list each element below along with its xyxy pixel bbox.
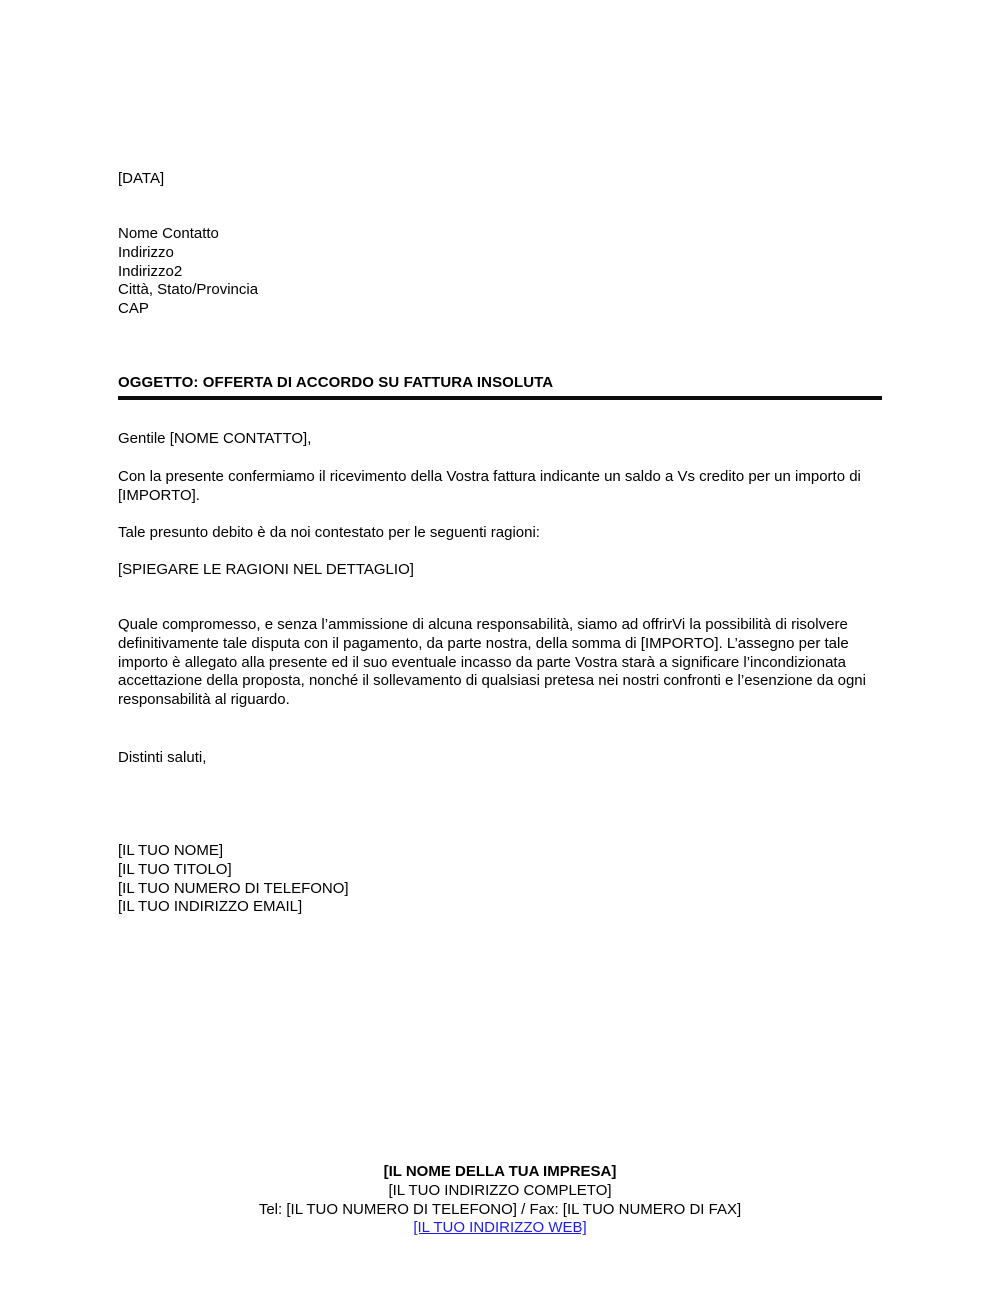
- signature-email: [IL TUO INDIRIZZO EMAIL]: [118, 898, 303, 916]
- letter-footer: [0, 1163, 1000, 1238]
- footer-company-name: [IL NOME DELLA TUA IMPRESA]: [383, 1163, 617, 1180]
- recipient-name: Nome Contatto: [118, 225, 219, 242]
- recipient-address-line1: Indirizzo: [118, 243, 174, 261]
- signature-name: [IL TUO NOME]: [118, 842, 224, 859]
- subject-heading: OGGETTO: OFFERTA DI ACCORDO SU FATTURA INSOLUTA: [118, 374, 554, 391]
- recipient-address-line2: Indirizzo2: [118, 262, 183, 280]
- footer-tel-fax: Tel: [IL TUO NUMERO DI TELEFONO] / Fax: [IL TUO NUMERO DI FAX]: [258, 1200, 742, 1218]
- footer-company-address: [IL TUO INDIRIZZO COMPLETO]: [388, 1181, 612, 1199]
- closing-line: Distinti saluti,: [118, 749, 207, 766]
- body-paragraph-settlement-offer: Quale compromesso, e senza l’ammissione di alcuna responsabilità, siamo ad offrirVi la possibilità di risolvere definitivamente tale disputa con il pagamento, da parte nostra, della somma di [IMPORTO]. L’assegno per tale importo è allegato alla presente ed il suo eventuale incasso da parte Vostra starà a significare l’incondizionata accettazione della proposta, nonché il sollevamento di qualsiasi pretesa nei nostri confronti e l’esenzione da ogni responsabilità al riguardo.: [118, 616, 866, 709]
- body-paragraph-contestation: Tale presunto debito è da noi contestato per le seguenti ragioni:: [118, 524, 540, 541]
- recipient-postal-code: CAP: [118, 300, 149, 318]
- recipient-city-state: Città, Stato/Provincia: [118, 281, 259, 299]
- salutation-line: Gentile [NOME CONTATTO],: [118, 430, 312, 447]
- signature-title: [IL TUO TITOLO]: [118, 860, 232, 878]
- footer-website-link[interactable]: [IL TUO INDIRIZZO WEB]: [413, 1219, 587, 1237]
- recipient-address-block: [118, 225, 258, 319]
- body-paragraph-reasons-placeholder: [SPIEGARE LE RAGIONI NEL DETTAGLIO]: [118, 561, 414, 578]
- subject-divider-rule: [118, 396, 882, 400]
- date-placeholder: [DATA]: [118, 170, 165, 187]
- signature-block: [118, 842, 349, 917]
- body-paragraph-confirmation: Con la presente confermiamo il ricevimento della Vostra fattura indicante un saldo a Vs credito per un importo di [IMPORTO].: [118, 468, 861, 504]
- signature-phone: [IL TUO NUMERO DI TELEFONO]: [118, 879, 349, 897]
